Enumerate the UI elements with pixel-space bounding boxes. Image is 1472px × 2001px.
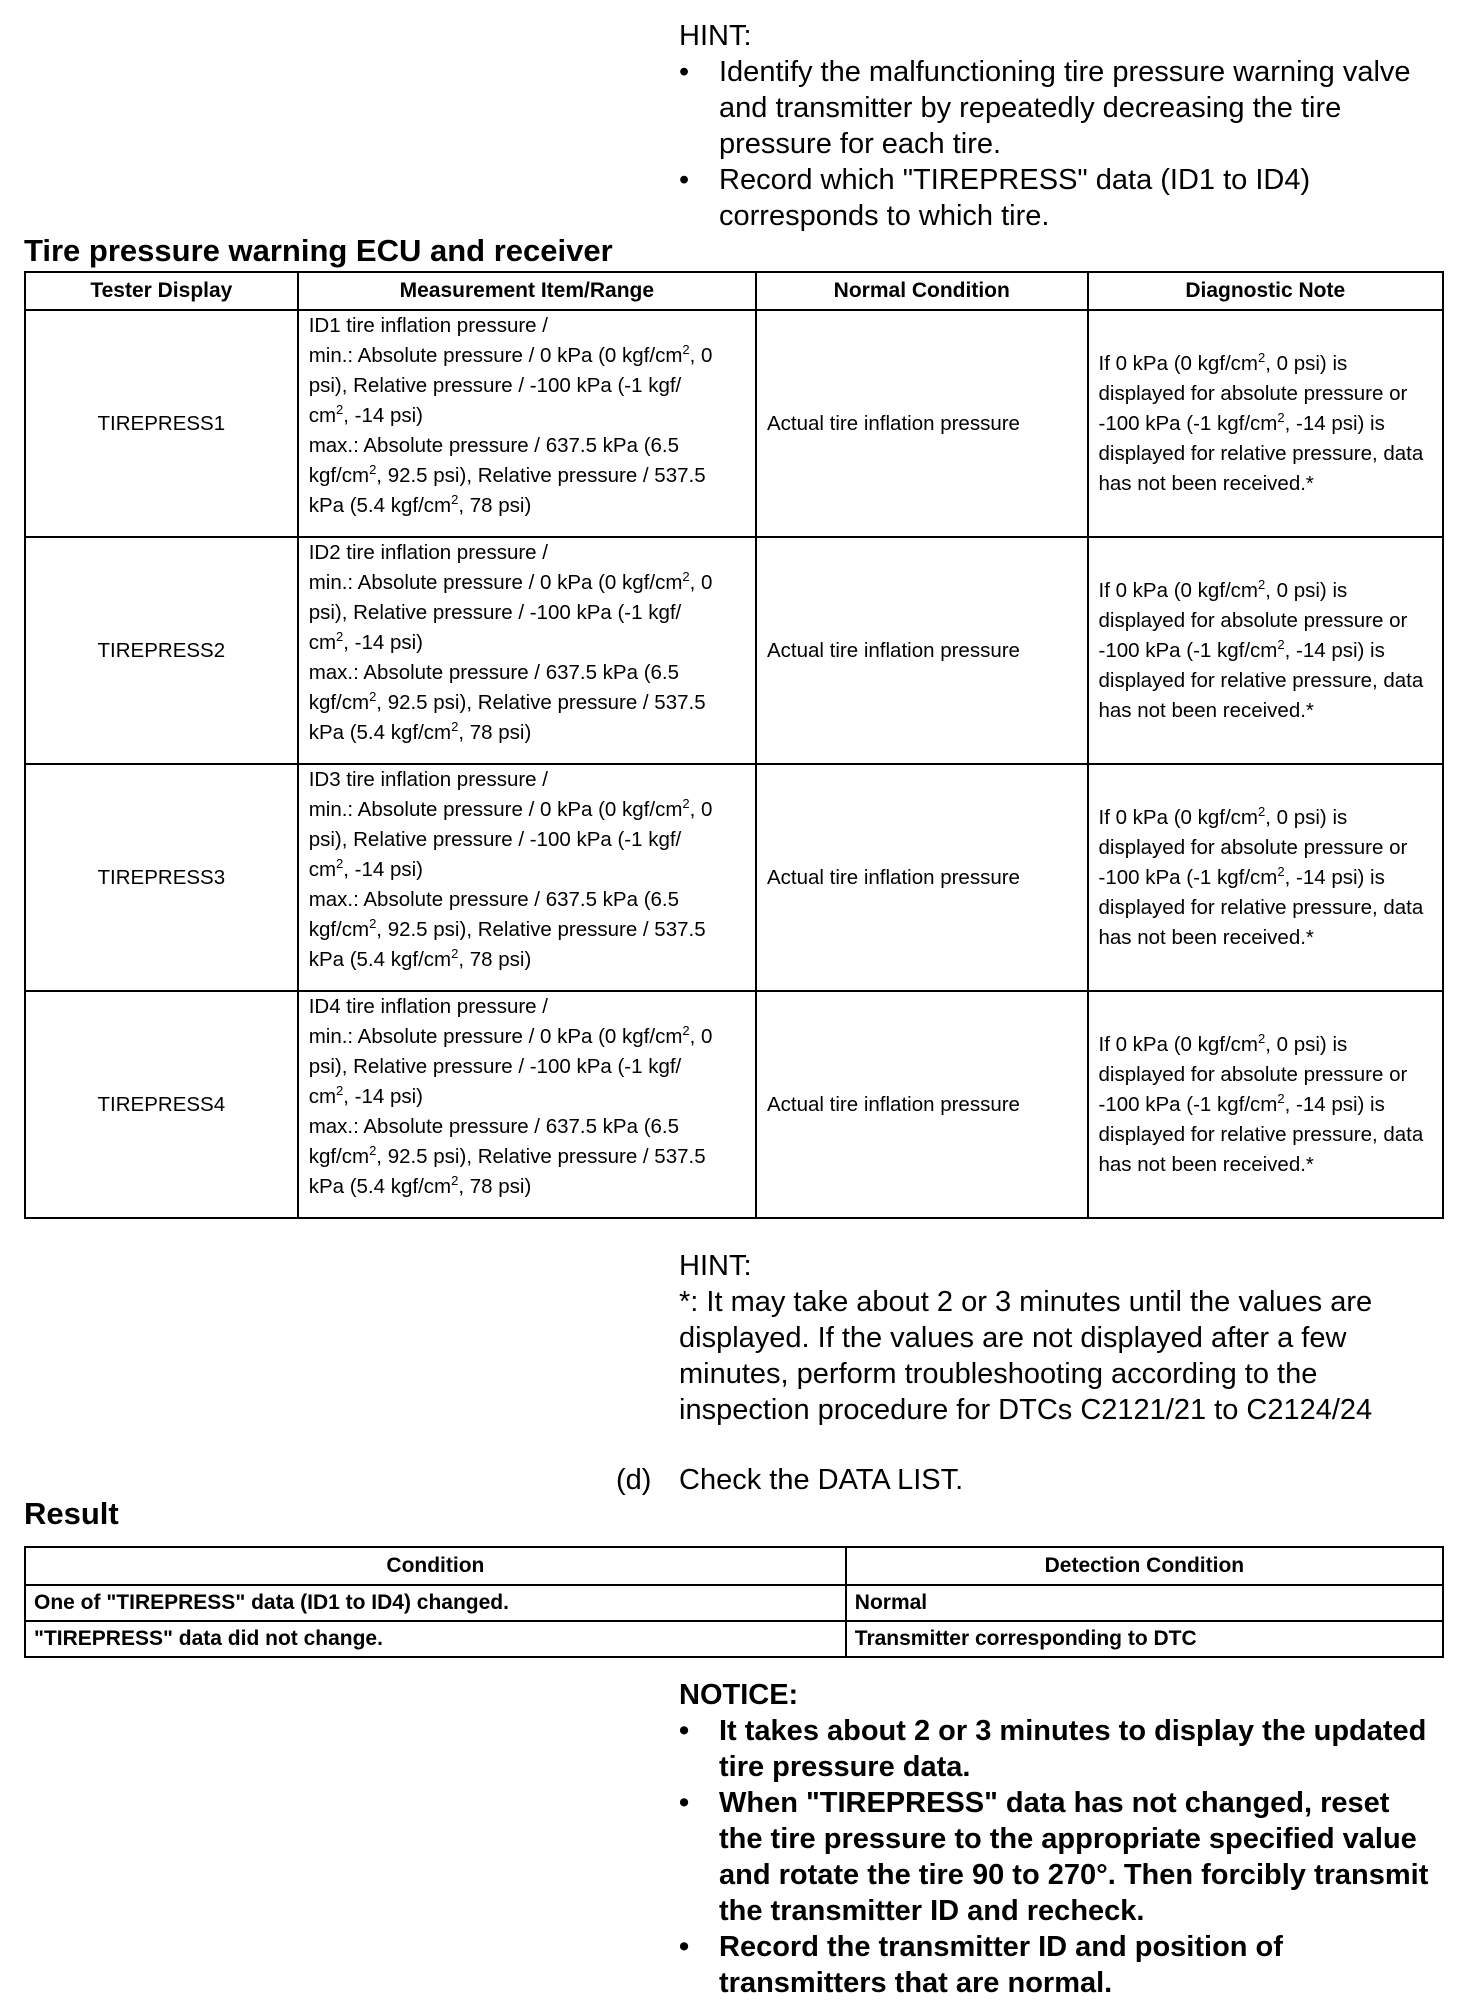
min-text: , 0 psi), Relative pressure / -100 kPa (-1 kgf/ xyxy=(308,571,713,624)
superscript: 2 xyxy=(682,569,690,585)
superscript: 2 xyxy=(1258,576,1266,592)
note-text: , 0 psi) is displayed for absolute pressure or -100 kPa (-1 kgf/cm xyxy=(1098,805,1408,889)
min-text: min.: Absolute pressure / 0 kPa (0 kgf/cm xyxy=(308,344,683,367)
column-header: Tester Display xyxy=(25,272,298,310)
column-header: Measurement Item/Range xyxy=(298,272,756,310)
note-text: If 0 kPa (0 kgf/cm xyxy=(1098,351,1258,375)
detection-cell: Normal xyxy=(846,1585,1443,1621)
diagnostic-note-cell xyxy=(1088,764,1444,991)
column-header: Diagnostic Note xyxy=(1088,272,1444,310)
table-row xyxy=(25,1585,1443,1621)
result-title: Result xyxy=(24,1496,119,1531)
note-text: , -14 psi) is displayed for relative pressure, data has not been received.* xyxy=(1098,865,1424,949)
min-text: min.: Absolute pressure / 0 kPa (0 kgf/cm xyxy=(308,1025,683,1048)
tester-display-cell: TIREPRESS2 xyxy=(25,537,298,764)
superscript: 2 xyxy=(682,342,690,358)
note-text: If 0 kPa (0 kgf/cm xyxy=(1098,578,1258,602)
superscript: 2 xyxy=(336,402,344,418)
min-text: cm xyxy=(308,1085,337,1108)
item-text: ID2 tire inflation pressure / xyxy=(308,541,548,564)
superscript: 2 xyxy=(451,1173,459,1189)
max-text: , 92.5 psi), Relative pressure / 537.5 kPa (5.4 kgf/cm xyxy=(308,918,706,971)
note-text: If 0 kPa (0 kgf/cm xyxy=(1098,805,1258,829)
hint-bullet: • Record which "TIREPRESS" data (ID1 to ID4) corresponds to which tire. xyxy=(679,162,1449,234)
normal-condition-cell: Actual tire inflation pressure xyxy=(756,991,1088,1218)
note-text: , 0 psi) is displayed for absolute pressure or -100 kPa (-1 kgf/cm xyxy=(1098,1032,1408,1116)
item-text: ID1 tire inflation pressure / xyxy=(308,314,548,337)
column-header: Detection Condition xyxy=(846,1547,1443,1585)
normal-condition-cell: Actual tire inflation pressure xyxy=(756,764,1088,991)
column-header: Normal Condition xyxy=(756,272,1088,310)
superscript: 2 xyxy=(1258,803,1266,819)
table-row xyxy=(25,991,1443,1218)
table-row xyxy=(25,764,1443,991)
min-text: cm xyxy=(308,631,337,654)
normal-condition-cell: Actual tire inflation pressure xyxy=(756,310,1088,537)
table-row xyxy=(25,537,1443,764)
notice-bullet: • When "TIREPRESS" data has not changed, reset the tire pressure to the appropriate specified value and rotate the tire 90 to 270°. Then forcibly transmit the transmitter ID and recheck. xyxy=(679,1785,1439,1929)
step-marker: (d) xyxy=(616,1464,652,1496)
min-text: , -14 psi) xyxy=(343,858,423,881)
table-row xyxy=(25,310,1443,537)
note-text: , -14 psi) is displayed for relative pressure, data has not been received.* xyxy=(1098,1092,1424,1176)
table-header-row xyxy=(25,1547,1443,1585)
superscript: 2 xyxy=(1277,409,1285,425)
min-text: , 0 psi), Relative pressure / -100 kPa (-1 kgf/ xyxy=(308,798,713,851)
note-text: , -14 psi) is displayed for relative pressure, data has not been received.* xyxy=(1098,411,1424,495)
diagnostic-note-cell xyxy=(1088,991,1444,1218)
superscript: 2 xyxy=(369,689,377,705)
min-text: , -14 psi) xyxy=(343,1085,423,1108)
table-header-row xyxy=(25,272,1443,310)
measurement-cell xyxy=(298,537,756,764)
notice-bullet: • Record the transmitter ID and position of transmitters that are normal. xyxy=(679,1929,1439,2001)
condition-cell: One of "TIREPRESS" data (ID1 to ID4) changed. xyxy=(25,1585,846,1621)
tester-display-cell: TIREPRESS1 xyxy=(25,310,298,537)
hint-label: HINT: xyxy=(679,1250,752,1282)
superscript: 2 xyxy=(336,1083,344,1099)
column-header: Condition xyxy=(25,1547,846,1585)
min-text: cm xyxy=(308,404,337,427)
max-text: max.: Absolute pressure / 637.5 kPa (6.5 kgf/cm xyxy=(308,1115,680,1168)
superscript: 2 xyxy=(336,629,344,645)
superscript: 2 xyxy=(1277,636,1285,652)
superscript: 2 xyxy=(451,492,459,508)
superscript: 2 xyxy=(336,856,344,872)
max-text: , 78 psi) xyxy=(458,721,532,744)
min-text: , 0 psi), Relative pressure / -100 kPa (-1 kgf/ xyxy=(308,1025,713,1078)
max-text: max.: Absolute pressure / 637.5 kPa (6.5 kgf/cm xyxy=(308,888,680,941)
table-row xyxy=(25,1621,1443,1657)
item-text: ID3 tire inflation pressure / xyxy=(308,768,548,791)
superscript: 2 xyxy=(1258,349,1266,365)
detection-cell: Transmitter corresponding to DTC xyxy=(846,1621,1443,1657)
superscript: 2 xyxy=(682,796,690,812)
step-text: Check the DATA LIST. xyxy=(679,1464,964,1496)
result-table xyxy=(24,1546,1444,1658)
superscript: 2 xyxy=(1277,863,1285,879)
max-text: , 92.5 psi), Relative pressure / 537.5 kPa (5.4 kgf/cm xyxy=(308,691,706,744)
data-list-table xyxy=(24,271,1444,1219)
tester-display-cell: TIREPRESS4 xyxy=(25,991,298,1218)
hint-text: *: It may take about 2 or 3 minutes until the values are displayed. If the values are not displayed after a few minutes, perform troubleshooting according to the inspection procedure for DTCs C2121/21 to C2124/24 xyxy=(679,1286,1373,1426)
measurement-cell xyxy=(298,764,756,991)
max-text: , 78 psi) xyxy=(458,948,532,971)
max-text: max.: Absolute pressure / 637.5 kPa (6.5 kgf/cm xyxy=(308,661,680,714)
max-text: max.: Absolute pressure / 637.5 kPa (6.5 kgf/cm xyxy=(308,434,680,487)
hint-block-bottom xyxy=(679,1248,1439,1428)
superscript: 2 xyxy=(369,462,377,478)
superscript: 2 xyxy=(1277,1090,1285,1106)
min-text: cm xyxy=(308,858,337,881)
min-text: , 0 psi), Relative pressure / -100 kPa (-1 kgf/ xyxy=(308,344,713,397)
condition-cell: "TIREPRESS" data did not change. xyxy=(25,1621,846,1657)
table-title: Tire pressure warning ECU and receiver xyxy=(24,233,613,268)
min-text: , -14 psi) xyxy=(343,631,423,654)
item-text: ID4 tire inflation pressure / xyxy=(308,995,548,1018)
note-text: , -14 psi) is displayed for relative pressure, data has not been received.* xyxy=(1098,638,1424,722)
diagnostic-note-cell xyxy=(1088,537,1444,764)
min-text: min.: Absolute pressure / 0 kPa (0 kgf/cm xyxy=(308,798,683,821)
tester-display-cell: TIREPRESS3 xyxy=(25,764,298,991)
note-text: , 0 psi) is displayed for absolute pressure or -100 kPa (-1 kgf/cm xyxy=(1098,351,1408,435)
diagnostic-note-cell xyxy=(1088,310,1444,537)
superscript: 2 xyxy=(369,1143,377,1159)
normal-condition-cell: Actual tire inflation pressure xyxy=(756,537,1088,764)
note-text: , 0 psi) is displayed for absolute pressure or -100 kPa (-1 kgf/cm xyxy=(1098,578,1408,662)
notice-label: NOTICE: xyxy=(679,1679,799,1711)
superscript: 2 xyxy=(451,946,459,962)
hint-label: HINT: xyxy=(679,20,752,52)
note-text: If 0 kPa (0 kgf/cm xyxy=(1098,1032,1258,1056)
superscript: 2 xyxy=(1258,1030,1266,1046)
min-text: , -14 psi) xyxy=(343,404,423,427)
hint-block-top xyxy=(679,18,1449,234)
max-text: , 92.5 psi), Relative pressure / 537.5 kPa (5.4 kgf/cm xyxy=(308,464,706,517)
max-text: , 78 psi) xyxy=(458,494,532,517)
measurement-cell xyxy=(298,991,756,1218)
notice-bullet: • It takes about 2 or 3 minutes to display the updated tire pressure data. xyxy=(679,1713,1439,1785)
max-text: , 78 psi) xyxy=(458,1175,532,1198)
superscript: 2 xyxy=(369,916,377,932)
superscript: 2 xyxy=(682,1023,690,1039)
notice-block xyxy=(679,1677,1439,2001)
min-text: min.: Absolute pressure / 0 kPa (0 kgf/cm xyxy=(308,571,683,594)
measurement-cell xyxy=(298,310,756,537)
hint-bullet: • Identify the malfunctioning tire pressure warning valve and transmitter by repeatedly decreasing the tire pressure for each tire. xyxy=(679,54,1449,162)
superscript: 2 xyxy=(451,719,459,735)
max-text: , 92.5 psi), Relative pressure / 537.5 kPa (5.4 kgf/cm xyxy=(308,1145,706,1198)
